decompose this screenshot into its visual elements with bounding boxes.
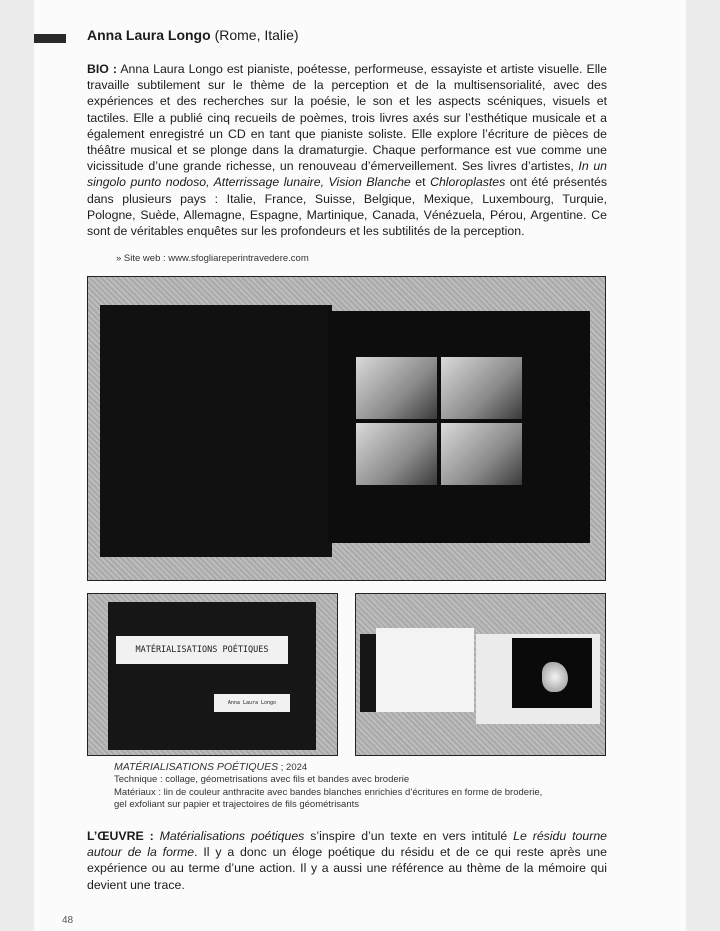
bio-text-end: ont été présentés dans plusieurs pays : Italie, France, Suisse, Belgique, Mexique, Luxembourg, Turquie, Pologne, Suède, Allemagne, Espagne, Martinique, Canada, Vénézuela, Pérou, Argentine. Ce sont de véritables enquêtes sur les profondeurs et les subtilités de la perception. [87,175,607,239]
author-header [87,27,299,43]
linen-cover [108,602,316,750]
bio-book-titles: In un singolo punto nodoso, Atterrissage lunaire, Vision Blanche [87,159,607,190]
caption-materials: Matériaux : lin de couleur anthracite avec bandes blanches enrichies d’écritures en forme de broderie, [114,786,543,798]
caption-title: MATÉRIALISATIONS POÉTIQUES [114,761,279,773]
embroidered-author-patch: Anna Laura Longo [214,694,290,712]
page [34,0,686,931]
artwork-photo-cover [87,593,338,756]
exfoliated-gel-element [542,662,568,692]
caption-year: ; 2024 [278,762,308,773]
bio-and: et [410,175,431,190]
bio-text: Anna Laura Longo est pianiste, poétesse, performeuse, essayiste et artiste visuelle. Elle travaille subtilement sur le thème de la perception et de la multisensorialité, avec des expériences et des recherches sur la poésie, le son et les aspects scéniques, visuels et tactiles. Elle a publié cinq recueils de poèmes, trois livres axés sur l’esthétique musicale et a également enregistré un CD en tant que pianiste soliste. Elle explore l’écriture de pièces de théâtre musical et se plonge dans la dramaturgie. Chaque performance est vue comme une vicissitude d’une grande richesse, un renouveau d’émerveillement. Ses livres d’artistes, [87,62,607,174]
white-page-left [376,628,474,712]
oeuvre-text: s’inspire d’un texte en vers intitulé [304,829,514,843]
author-location: (Rome, Italie) [214,27,299,43]
book-cover-left [100,305,332,557]
artwork-photo-open [87,276,606,581]
photo-collage [356,357,522,485]
bio-label: BIO : [87,62,117,76]
page-number: 48 [62,915,74,926]
caption-technique: Technique : collage, géometrisations avec fils et bandes avec broderie [114,774,410,786]
artwork-caption [114,761,614,811]
author-name: Anna Laura Longo [87,27,211,43]
section-marker [34,34,66,43]
bio-paragraph [87,61,607,239]
bio-book-last: Chloroplastes [430,175,506,190]
artwork-photo-pages [355,593,606,756]
oeuvre-text-end: . Il y a donc un éloge poétique du résidu et de ce qui reste après une expérience ou au terme d’une action. Il y a aussi une référence au thème de la mémoire qui devient une trace. [87,845,607,892]
embroidered-title-patch: MATÉRIALISATIONS POÉTIQUES [116,636,288,664]
oeuvre-quote: Le résidu tourne autour de la forme [87,829,607,860]
caption-materials-cont: gel exfoliant sur papier et trajectoires de fils géométrisants [114,798,360,810]
oeuvre-label: L’ŒUVRE : [87,829,154,843]
oeuvre-paragraph [87,828,607,893]
website-link[interactable]: » Site web : www.sfogliareperintravedere.com [116,253,309,264]
oeuvre-title: Matérialisations poétiques [159,829,305,843]
